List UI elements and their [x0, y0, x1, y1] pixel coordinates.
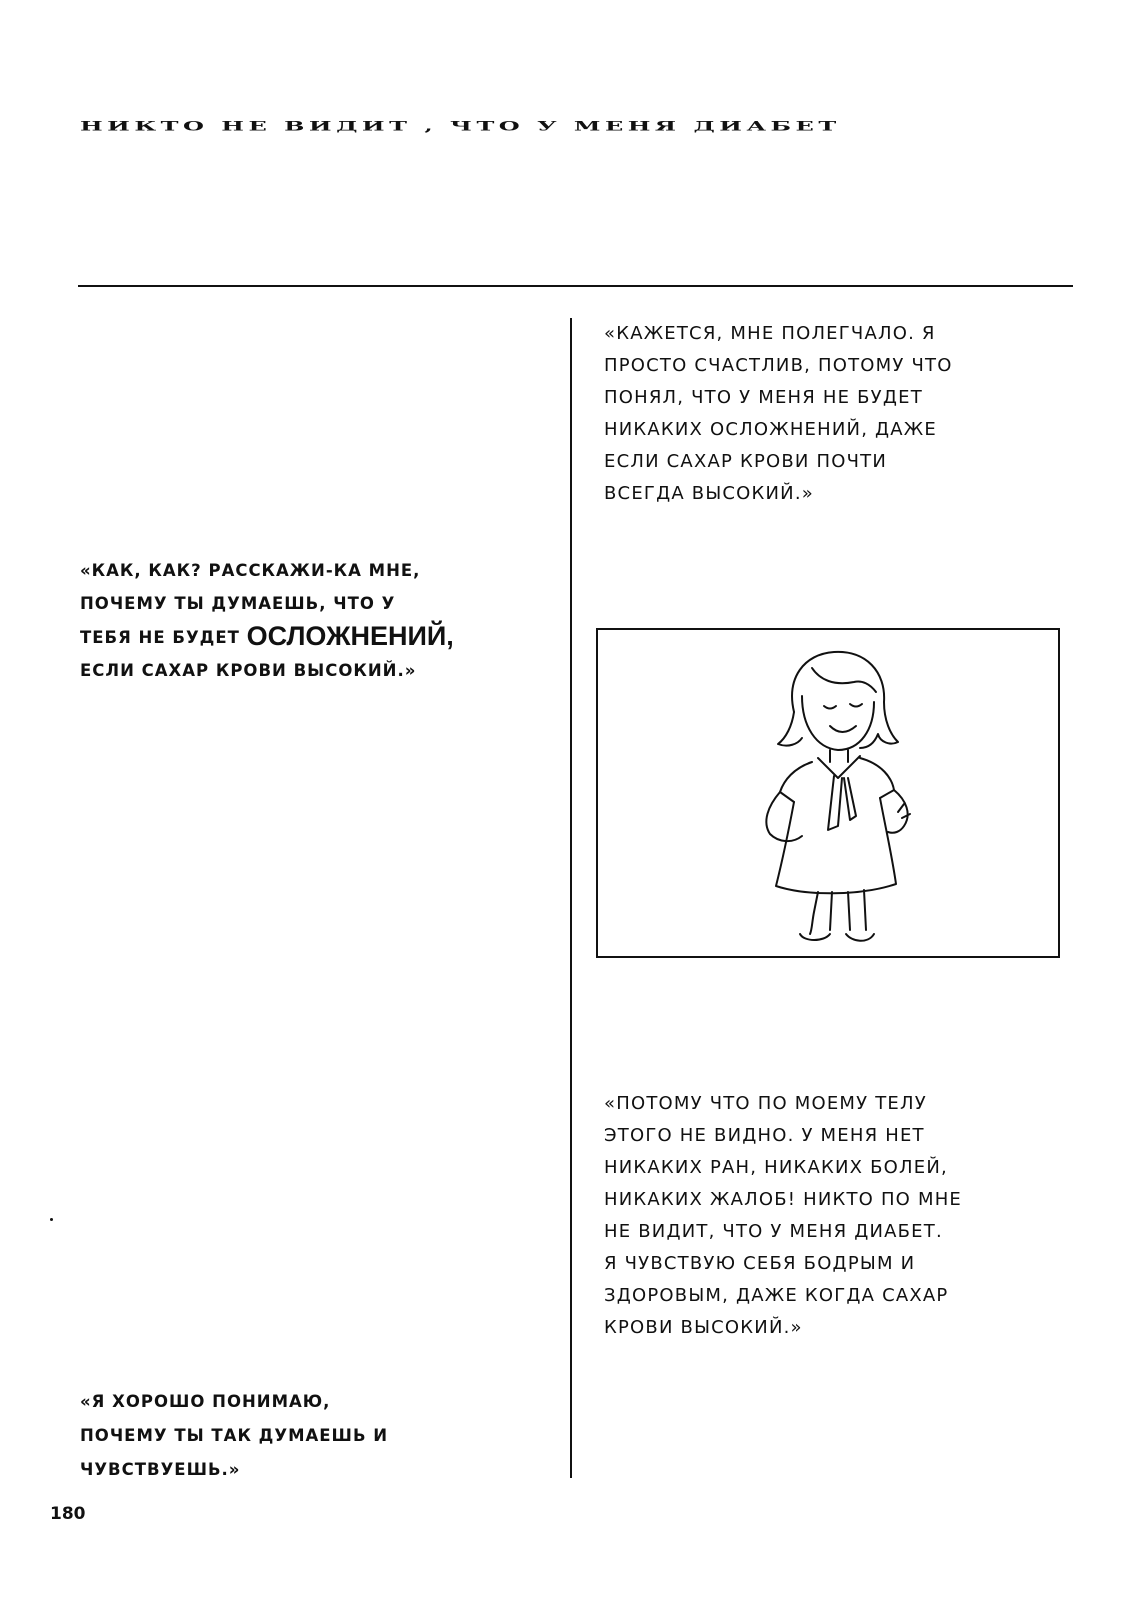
- quote-line: НЕ ВИДИТ, ЧТО У МЕНЯ ДИАБЕТ.: [604, 1221, 943, 1242]
- horizontal-rule: [78, 285, 1073, 287]
- quote-right-top: [604, 318, 1074, 510]
- quote-line: ПРОСТО СЧАСТЛИВ, ПОТОМУ ЧТО: [604, 355, 953, 376]
- quote-line: ЕСЛИ САХАР КРОВИ ВЫСОКИЙ.»: [80, 661, 417, 680]
- girl-illustration: [598, 630, 1058, 956]
- stray-dot: [50, 1218, 53, 1221]
- quote-line: ПОЧЕМУ ТЫ ДУМАЕШЬ, ЧТО У: [80, 594, 396, 613]
- quote-right-bottom: [604, 1088, 1074, 1344]
- page-title: НИКТО НЕ ВИДИТ , ЧТО У МЕНЯ ДИАБЕТ: [80, 118, 841, 134]
- quote-line: «ПОТОМУ ЧТО ПО МОЕМУ ТЕЛУ: [604, 1093, 927, 1114]
- quote-left-question: [80, 554, 560, 687]
- quote-line: ЕСЛИ САХАР КРОВИ ПОЧТИ: [604, 451, 888, 472]
- quote-line: НИКАКИХ РАН, НИКАКИХ БОЛЕЙ,: [604, 1157, 948, 1178]
- quote-left-bottom: [80, 1385, 560, 1487]
- quote-line: ЭТОГО НЕ ВИДНО. У МЕНЯ НЕТ: [604, 1125, 925, 1146]
- quote-line: НИКАКИХ ЖАЛОБ! НИКТО ПО МНЕ: [604, 1189, 963, 1210]
- quote-line: ЧУВСТВУЕШЬ.»: [80, 1460, 241, 1479]
- quote-line: Я ЧУВСТВУЮ СЕБЯ БОДРЫМ И: [604, 1253, 916, 1274]
- quote-line: ПОНЯЛ, ЧТО У МЕНЯ НЕ БУДЕТ: [604, 387, 923, 408]
- quote-line: «КАК, КАК? РАССКАЖИ-КА МНЕ,: [80, 561, 421, 580]
- quote-line-prefix: ТЕБЯ НЕ БУДЕТ: [80, 628, 240, 647]
- illustration-frame: [596, 628, 1060, 958]
- quote-line: ЗДОРОВЫМ, ДАЖЕ КОГДА САХАР: [604, 1285, 949, 1306]
- quote-line: ВСЕГДА ВЫСОКИЙ.»: [604, 483, 814, 504]
- quote-line: КРОВИ ВЫСОКИЙ.»: [604, 1317, 803, 1338]
- quote-line: «Я ХОРОШО ПОНИМАЮ,: [80, 1392, 331, 1411]
- quote-line: [80, 620, 560, 654]
- page-number: 180: [50, 1504, 86, 1524]
- emphasized-word: ОСЛОЖНЕНИЙ,: [246, 621, 454, 651]
- vertical-divider: [570, 318, 572, 1478]
- quote-line: «КАЖЕТСЯ, МНЕ ПОЛЕГЧАЛО. Я: [604, 323, 936, 344]
- quote-line: ПОЧЕМУ ТЫ ТАК ДУМАЕШЬ И: [80, 1426, 389, 1445]
- quote-line: НИКАКИХ ОСЛОЖНЕНИЙ, ДАЖЕ: [604, 419, 937, 440]
